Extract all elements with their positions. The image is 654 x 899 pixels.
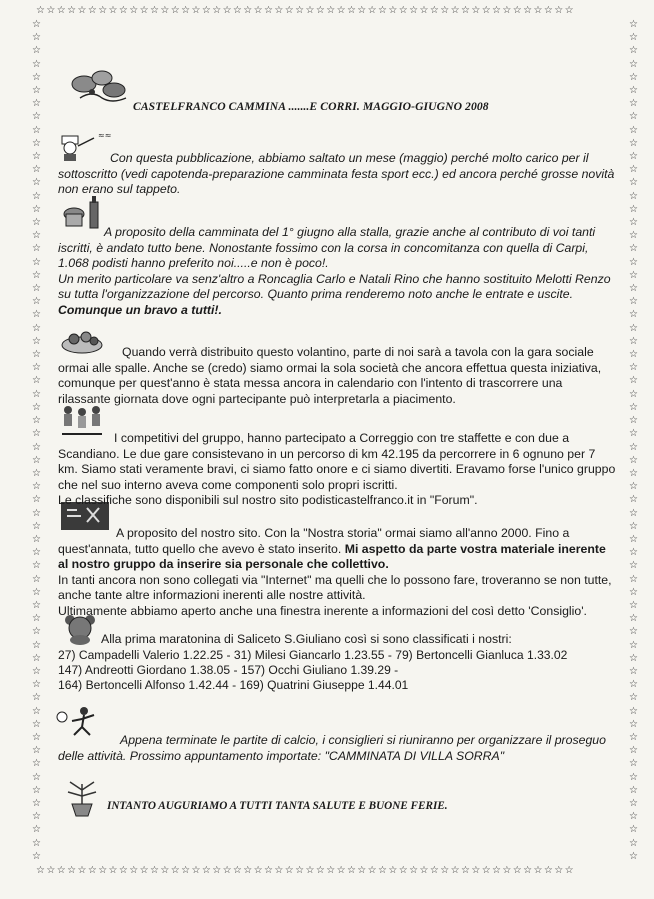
star-border-top: ☆☆☆☆☆☆☆☆☆☆☆☆☆☆☆☆☆☆☆☆☆☆☆☆☆☆☆☆☆☆☆☆☆☆☆☆☆☆☆☆☆☆☆☆☆☆☆☆☆☆☆☆ (36, 6, 575, 16)
competitivi-forum-text: Le classifiche sono disponibili sul nostro sito podisticastelfranco.it in "Forum". (58, 493, 478, 508)
results-list (58, 648, 567, 694)
star-border-right: ☆☆☆☆☆☆☆☆☆☆☆☆☆☆☆☆☆☆☆☆☆☆☆☆☆☆☆☆☆☆☆☆☆☆☆☆☆☆☆☆☆☆☆☆☆☆☆☆☆☆☆☆☆☆☆☆☆☆☆☆☆☆☆☆ (629, 19, 638, 862)
plant-pot-icon (60, 778, 104, 818)
sito-consiglio-text: Ultimamente abbiamo aperto anche una finestra inerente a informazioni del così detto 'Consiglio'. (58, 603, 587, 618)
intro-paragraph (58, 151, 618, 198)
calcio-paragraph (58, 733, 618, 764)
results-row: 164) Bertoncelli Alfonso 1.42.44 - 169) Quatrini Giuseppe 1.44.01 (58, 678, 409, 693)
results-row: 147) Andreotti Giordano 1.38.05 - 157) Occhi Giuliano 1.39.29 - (58, 663, 399, 678)
closing-wishes: INTANTO AUGURIAMO A TUTTI TANTA SALUTE E BUONE FERIE. (107, 800, 448, 812)
star-border-bottom: ☆☆☆☆☆☆☆☆☆☆☆☆☆☆☆☆☆☆☆☆☆☆☆☆☆☆☆☆☆☆☆☆☆☆☆☆☆☆☆☆☆☆☆☆☆☆☆☆☆☆☆☆ (36, 866, 575, 876)
camminata-text: A proposito della camminata del 1° giugno alla stalla, grazie anche al contributo di voi tanti iscritti, è andato tutto bene. Nonostante fossimo con la corsa in concomitanza con quella di Carpi, 1.068 podisti hanno preferito noi.....e non è poco!. (58, 225, 596, 271)
calcio-text: Appena terminate le partite di calcio, i consiglieri si riuniranno per organizzare il proseguo delle attività. Prossimo appuntamento importate: "CAMMINATA DI VILLA SORRA" (58, 733, 606, 763)
volantino-text: Quando verrà distribuito questo volantino, parte di noi sarà a tavola con la gara sociale ormai alle spalle. Anche se (credo) siamo ormai la sola società che ancora effettua questa iniziativa, comunque per quest'anno è stata messa ancora in calendario con l'intento di trascorrere una rilassante giornata dove ogni partecipante può interpretarla a piacimento. (58, 345, 602, 406)
sito-request-text: Mi aspetto da parte vostra materiale inerente al nostro gruppo da inserire sia personale che collettivo. (58, 541, 606, 572)
results-row: 27) Campadelli Valerio 1.22.25 - 31) Milesi Giancarlo 1.23.55 - 79) Bertoncelli Gianluca 1.33.02 (58, 648, 568, 662)
intro-text: Con questa pubblicazione, abbiamo saltato un mese (maggio) perché molto carico per il sottoscritto (vedi capotenda-preparazione camminata festa sport ecc.) ed ancora perché grosse novità non erano sul tappeto. (58, 151, 615, 197)
sito-paragraph (58, 526, 618, 620)
maratonina-text: Alla prima maratonina di Saliceto S.Giuliano così si sono classificati i nostri: (101, 632, 512, 646)
flower-bouquet-icon (62, 68, 134, 106)
competitivi-paragraph (58, 431, 618, 509)
camminata-paragraph (58, 225, 618, 319)
competitivi-text: I competitivi del gruppo, hanno partecipato a Correggio con tre staffette e con due a Scandiano. Le due gare consistevano in un percorso di km 42.195 da percorrere in 6 ognuno per 7 km. Siamo stati veramente bravi, ci siamo fatto onore e ci siamo divertiti. Eravamo forse l'unico gruppo che nel suo interno aveva come componenti solo propri iscritti. (58, 431, 616, 492)
star-border-left: ☆☆☆☆☆☆☆☆☆☆☆☆☆☆☆☆☆☆☆☆☆☆☆☆☆☆☆☆☆☆☆☆☆☆☆☆☆☆☆☆☆☆☆☆☆☆☆☆☆☆☆☆☆☆☆☆☆☆☆☆☆☆☆☆ (32, 19, 41, 862)
camminata-bravo-text: Comunque un bravo a tutti!. (58, 302, 222, 317)
svg-text:≈≈: ≈≈ (98, 131, 112, 140)
sito-internet-text: In tanti ancora non sono collegati via "Internet" ma quelli che lo possono fare, troveranno se non tutte, anche tante altre informazioni inerenti alle nostre attività. (58, 572, 612, 603)
volantino-paragraph (58, 345, 618, 407)
camminata-merit-text: Un merito particolare va senz'altro a Roncaglia Carlo e Natali Rino che hanno sostituito Melotti Renzo su tutta l'organizzazione del percorso. Quanto prima renderemo noto anche le entrate e uscite. (58, 271, 611, 302)
page-title: CASTELFRANCO CAMMINA .......E CORRI. MAGGIO-GIUGNO 2008 (133, 100, 489, 113)
maratonina-intro (58, 632, 618, 648)
sito-text: A proposito del nostro sito. Con la "Nostra storia" ormai siamo all'anno 2000. Fino a quest'annata, tutto quello che avevo è stato inserito. (58, 526, 570, 556)
